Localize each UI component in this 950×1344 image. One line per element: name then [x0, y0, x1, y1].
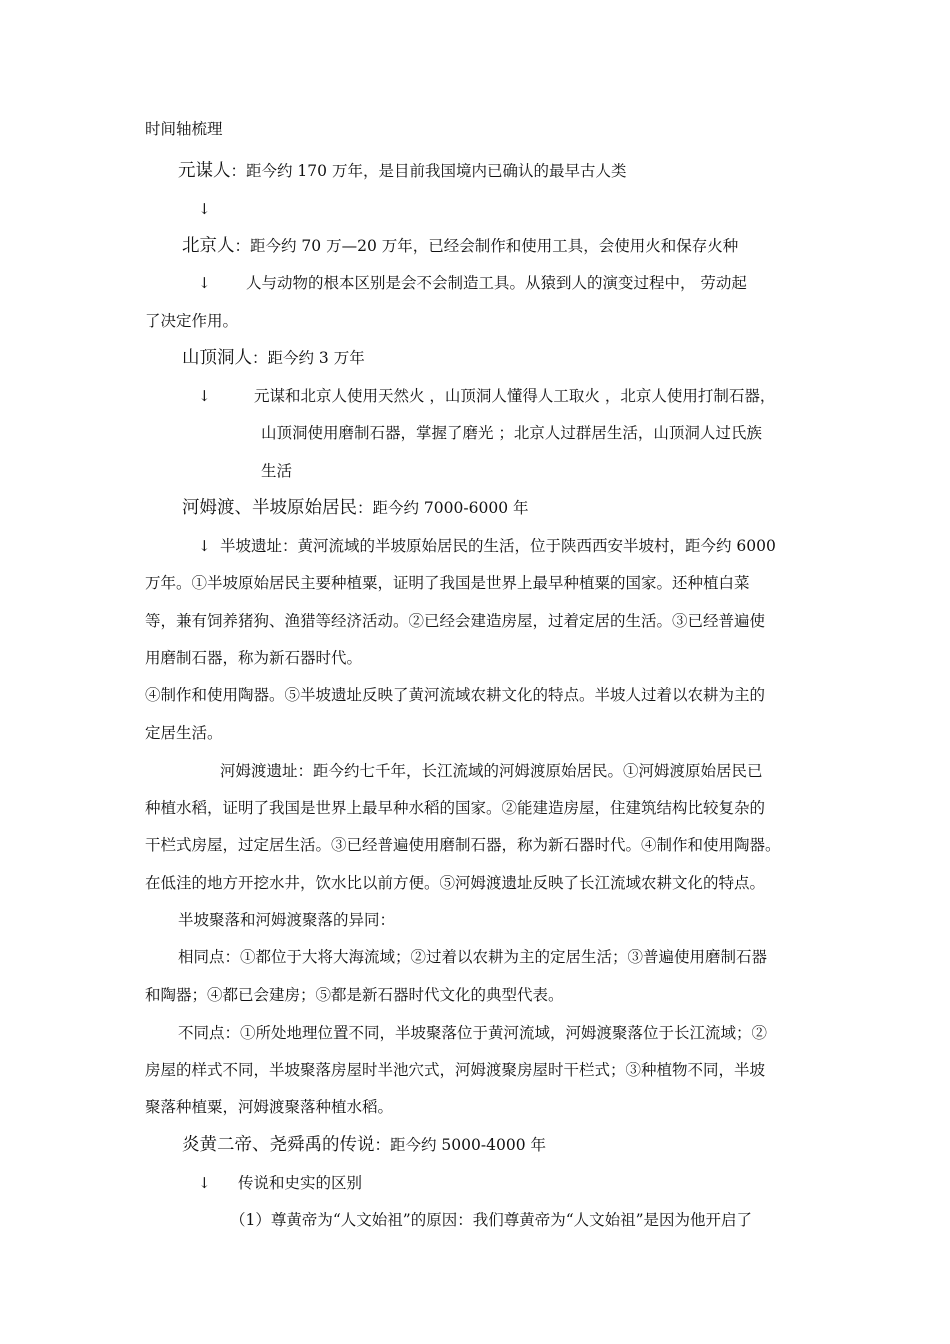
down-arrow-icon: ↓ [198, 1174, 211, 1192]
note-line: 生活 [261, 462, 293, 480]
compare-same-line: 相同点：①都位于大将大海流域；②过着以农耕为主的定居生活；③普遍使用磨制石器 [178, 948, 768, 966]
entry-yuanmou [178, 160, 626, 182]
banpo-line: 半坡遗址：黄河流域的半坡原始居民的生活，位于陕西西安半坡村，距今约 6000 [220, 537, 776, 555]
entry-desc: ：距今约 170 万年，是目前我国境内已确认的最早古人类 [230, 162, 627, 180]
list-item: （1）尊黄帝为“人文始祖”的原因：我们尊黄帝为“人文始祖”是因为他开启了 [230, 1211, 753, 1229]
hemudu-line: 河姆渡遗址：距今约七千年，长江流域的河姆渡原始居民。①河姆渡原始居民已 [220, 762, 763, 780]
banpo-line: ④制作和使用陶器。⑤半坡遗址反映了黄河流域农耕文化的特点。半坡人过着以农耕为主的 [145, 686, 766, 704]
hemudu-line: 在低洼的地方开挖水井，饮水比以前方便。⑤河姆渡遗址反映了长江流域农耕文化的特点。 [145, 874, 766, 892]
entry-desc: ：距今约 7000-6000 年 [357, 499, 529, 517]
down-arrow-icon: ↓ [198, 387, 211, 405]
entry-beijing [182, 235, 738, 257]
entry-name: 元谋人 [178, 161, 231, 181]
entry-name: 山顶洞人 [182, 348, 252, 368]
compare-diff-line: 不同点：①所处地理位置不同，半坡聚落位于黄河流域，河姆渡聚落位于长江流域；② [178, 1024, 768, 1042]
compare-title: 半坡聚落和河姆渡聚落的异同： [178, 911, 396, 929]
compare-diff-line: 房屋的样式不同，半坡聚落房屋时半池穴式，河姆渡聚房屋时干栏式；③种植物不同，半坡 [145, 1061, 766, 1079]
hemudu-line: 干栏式房屋，过定居生活。③已经普遍使用磨制石器，称为新石器时代。④制作和使用陶器。 [145, 836, 781, 854]
banpo-line: 定居生活。 [145, 724, 223, 742]
note-line: 山顶洞使用磨制石器，掌握了磨光 ；北京人过群居生活，山顶洞人过氏族 [261, 424, 762, 442]
entry-desc: ：距今约 70 万—20 万年，已经会制作和使用工具，会使用火和保存火种 [234, 237, 739, 255]
down-arrow-icon: ↓ [198, 200, 211, 218]
entry-desc: ：距今约 5000-4000 年 [374, 1136, 546, 1154]
legend-note: 传说和史实的区别 [238, 1174, 363, 1192]
banpo-line: 用磨制石器，称为新石器时代。 [145, 649, 363, 667]
page-heading: 时间轴梳理 [145, 120, 223, 138]
entry-name: 河姆渡、半坡原始居民 [182, 498, 357, 518]
entry-desc: ：距今约 3 万年 [252, 349, 365, 367]
compare-same-line: 和陶器；④都已会建房；⑤都是新石器时代文化的典型代表。 [145, 986, 564, 1004]
entry-hemudu-banpo [182, 497, 528, 519]
entry-name: 北京人 [182, 236, 235, 256]
hemudu-line: 种植水稻，证明了我国是世界上最早种水稻的国家。②能建造房屋，住建筑结构比较复杂的 [145, 799, 766, 817]
entry-name: 炎黄二帝、尧舜禹的传说 [182, 1135, 375, 1155]
note-line: 人与动物的根本区别是会不会制造工具。从猿到人的演变过程中， 劳动起 [246, 274, 747, 292]
down-arrow-icon: ↓ [198, 537, 211, 555]
banpo-line: 等，兼有饲养猪狗、渔猎等经济活动。②已经会建造房屋，过着定居的生活。③已经普遍使 [145, 612, 766, 630]
down-arrow-icon: ↓ [198, 274, 211, 292]
banpo-line: 万年。①半坡原始居民主要种植粟，证明了我国是世界上最早种植粟的国家。还种植白菜 [145, 574, 750, 592]
compare-diff-line: 聚落种植粟，河姆渡聚落种植水稻。 [145, 1098, 394, 1116]
entry-yanhuang [182, 1134, 546, 1156]
note-line: 元谋和北京人使用天然火 ，山顶洞人懂得人工取火 ，北京人使用打制石器， [254, 387, 776, 405]
entry-shanding [182, 347, 365, 369]
note-line: 了决定作用。 [145, 312, 239, 330]
